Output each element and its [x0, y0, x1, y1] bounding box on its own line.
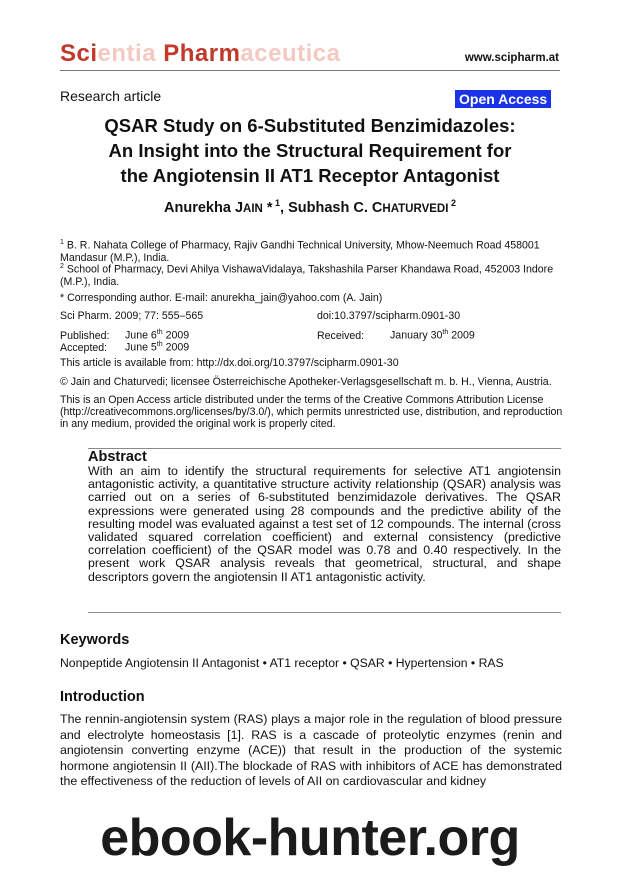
watermark: ebook-hunter.org: [100, 809, 520, 867]
article-type: Research article: [60, 88, 162, 104]
header-divider: [60, 70, 560, 71]
keywords-text: Nonpeptide Angiotensin II Antagonist • AT1 receptor • QSAR • Hypertension • RAS: [60, 656, 504, 670]
received-date: Received: January 30th 2009: [317, 329, 475, 342]
availability-note: This article is available from: http://dx.doi.org/10.3797/scipharm.0901-30: [60, 357, 399, 369]
abstract-text: With an aim to identify the structural requirements for selective AT1 angiotensin antagonistic activity, a quantitative structure activity relationship (QSAR) analysis was carried out on a series of 6-substituted benzimidazole derivatives. The QSAR expressions were generated using 28 compounds and the predictive ability of the resulting model was evaluated against a test set of 12 compounds. The internal (cross validated squared correlation coefficient) and external consistency (predictive correlation coefficient) of the QSAR model was 0.78 and 0.40 respectively. In the present work QSAR analysis reveals that geometrical, structural, and shape descriptors govern the angiotensin II AT1 antagonistic activity.: [88, 464, 561, 584]
introduction-heading: Introduction: [60, 689, 145, 705]
affiliation-2: $^2$ School of Pharmacy, Devi Ahilya VishawaVidalaya, Takshashila Parser Khandawa Road, 452003 Indore (M.P.), India.: [60, 263, 554, 288]
published-date: Published: June 6th 2009: [60, 329, 190, 342]
accepted-date: Accepted: June 5th 2009: [60, 341, 190, 354]
keywords-heading: Keywords: [60, 632, 130, 648]
open-access-badge: Open Access: [455, 90, 551, 108]
journal-logo: Scientia Pharmaceutica: [60, 40, 341, 67]
paper-title: QSAR Study on 6-Substituted Benzimidazoles: An Insight into the Structural Requirement for the Angiotensin II AT1 Receptor Antagonist: [104, 115, 516, 186]
copyright-note: © Jain and Chaturvedi; licensee Österreichische Apotheker-Verlagsgesellschaft m. b. H., Vienna, Austria.: [60, 376, 552, 388]
doi[interactable]: doi:10.3797/scipharm.0901-30: [317, 310, 461, 322]
authors: Anurekha JAIN * $^1$, Subhash C. CHATURVEDI $^2$: [164, 198, 456, 216]
introduction-text: The rennin-angiotensin system (RAS) plays a major role in the regulation of blood pressure and electrolyte homeostasis [1]. RAS is a cascade of proteolytic enzymes (renin and angiotensin converting enzyme (ACE)) that result in the production of the systemic hormone angiotensin II (AII).The blockade of RAS with inhibitors of ACE has demonstrated the effectiveness of the reduction of levels of AII on cardiovascular and kidney: [60, 712, 562, 788]
corresponding-author: * Corresponding author. E-mail: anurekha_jain@yahoo.com (A. Jain): [60, 292, 383, 304]
journal-url[interactable]: www.scipharm.at: [464, 52, 559, 64]
citation: Sci Pharm. 2009; 77: 555–565: [60, 310, 204, 322]
abstract-heading: Abstract: [88, 449, 147, 465]
affiliation-1: $^1$ B. R. Nahata College of Pharmacy, Rajiv Gandhi Technical University, Mhow-Neemuch Road 458001 Mandasur (M.P.), India.: [60, 239, 540, 264]
license-note: This is an Open Access article distributed under the terms of the Creative Commons Attribution License (http://creativecommons.org/licenses/by/3.0/), which permits unrestricted use, distribution, and reproduction in any medium, provided the original work is properly cited.: [60, 394, 563, 430]
